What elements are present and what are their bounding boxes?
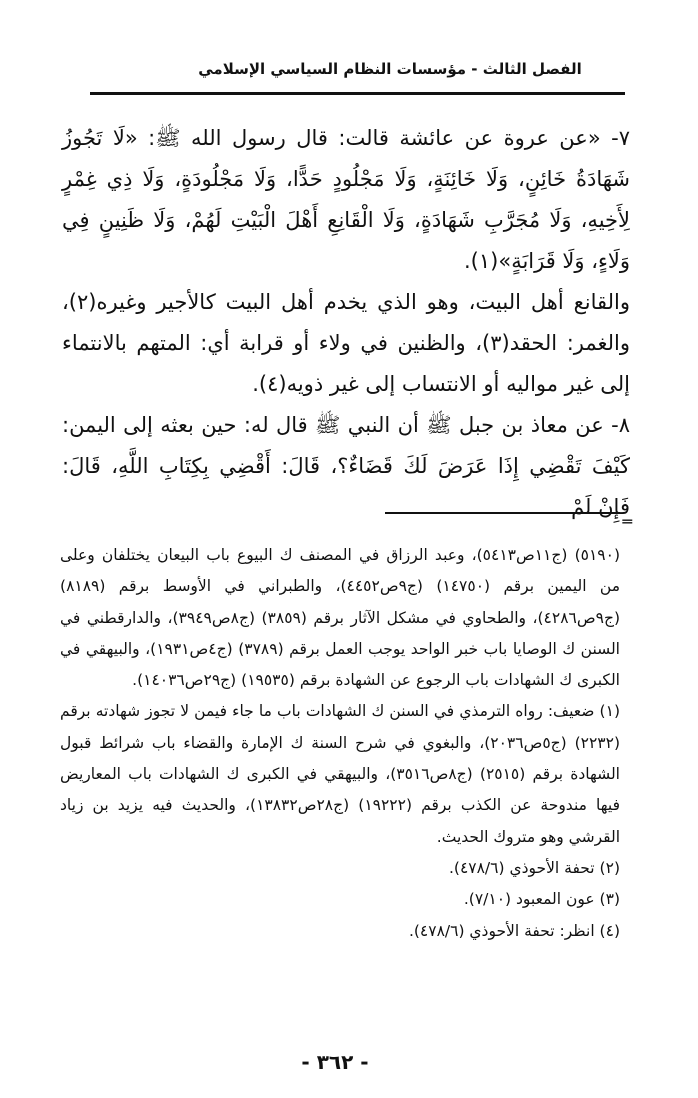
- footnote-4: (٤) انظر: تحفة الأحوذي (٤٧٨/٦).: [408, 921, 620, 940]
- running-header: الفصل الثالث - مؤسسات النظام السياسي الإسلامي: [198, 60, 582, 78]
- main-text: [62, 118, 632, 531]
- footnote-3: (٣) عون المعبود (٧/١٠).: [463, 890, 620, 909]
- footnote-separator: [385, 512, 632, 531]
- footnotes: [60, 540, 620, 947]
- footnote-continued: (٥١٩٠) (ج١١ص٥٤١٣)، وعبد الرزاق في المصنف ك البيوع باب البيعان يختلفان وعلى من اليمين برقم (١٤٧٥٠) (ج٩ص٤٤٥٢)، والطبراني في الأوسط برقم (٨١٨٩) (ج٩ص٤٢٨٦)، والطحاوي في مشكل الآثار برقم (٣٨٥٩) (ج٨ص٣٩٤٩)، والدارقطني في السنن ك الوصايا باب خبر الواحد يوجب العمل برقم (٣٧٨٩) (ج٤ص١٩٣١)، والبيهقي في الكبرى ك الشهادات باب الرجوع عن الشهادة برقم (١٩٥٣٥) (ج٢٩ص١٤٠٣٦).: [60, 546, 620, 690]
- page-number: - ٣٦٢ -: [301, 1050, 369, 1074]
- hadith-8-paragraph: ٨- عن معاذ بن جبل ﷺ أن النبي ﷺ قال له: حين بعثه إلى اليمن: كَيْفَ تَقْضِي إِذَا عَرَضَ لَكَ قَضَاءٌ؟، قَالَ: أَقْضِي بِكِتَابِ اللَّهِ، قَالَ: فَإِنْ لَمْ: [62, 413, 630, 519]
- header-rule: [90, 92, 625, 95]
- footnote-2: (٢) تحفة الأحوذي (٤٧٨/٦).: [448, 858, 620, 877]
- separator-mark: ═: [622, 512, 632, 531]
- footnote-1: (١) ضعيف: رواه الترمذي في السنن ك الشهادات باب ما جاء فيمن لا تجوز شهادته برقم (٢٢٣٢) (ج٥ص٢٠٣٦)، والبغوي في شرح السنة ك الإمارة والقضاء باب شرائط قبول الشهادة برقم (٢٥١٥) (ج٨ص٣٥١٦)، والبيهقي في الكبرى ك الشهادات باب المعاريض فيها مندوحة عن الكذب برقم (١٩٢٢٢) (ج٢٨ص١٣٨٣٢)، والحديث فيه يزيد بن زياد القرشي وهو متروك الحديث.: [60, 702, 620, 846]
- hadith-7-paragraph: ٧- «عن عروة عن عائشة قالت: قال رسول الله ﷺ: «لَا تَجُوزُ شَهَادَةُ خَائِنٍ، وَلَا خَائِنَةٍ، وَلَا مَجْلُودٍ حَدًّا، وَلَا مَجْلُودَةٍ، وَلَا ذِي غِمْرٍ لِأَخِيهِ، وَلَا مُجَرَّبِ شَهَادَةٍ، وَلَا الْقَانِعِ أَهْلَ الْبَيْتِ لَهُمْ، وَلَا ظَنِينٍ فِي وَلَاءٍ، وَلَا قَرَابَةٍ»(١).: [62, 126, 630, 273]
- explanation-paragraph: والقانع أهل البيت، وهو الذي يخدم أهل البيت كالأجير وغيره(٢)، والغمر: الحقد(٣)، والظنين في ولاء أو قرابة أي: المتهم بالانتماء إلى غير مواليه أو الانتساب إلى غير ذويه(٤).: [62, 290, 630, 396]
